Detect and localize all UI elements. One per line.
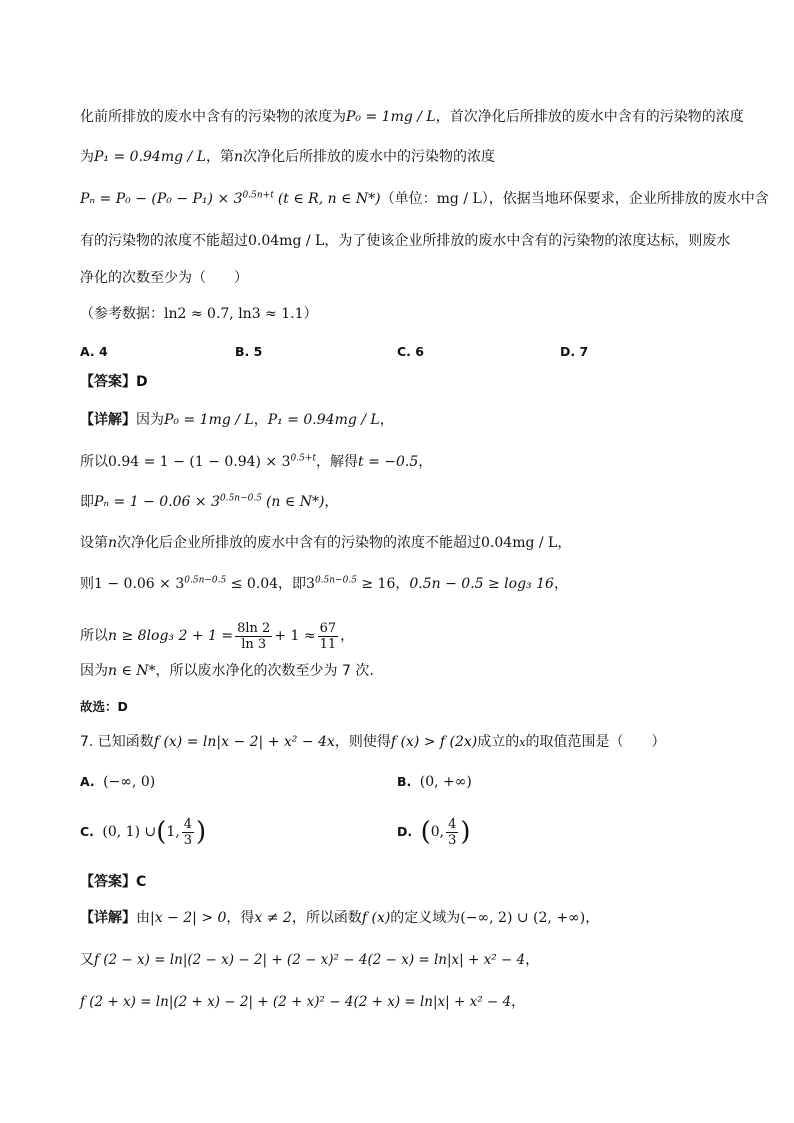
text: 成立的	[477, 734, 520, 750]
math: n	[108, 535, 118, 551]
text: ，	[324, 494, 339, 510]
math: (−∞, 2) ∪ (2, +∞)	[460, 910, 586, 926]
text: （单位：	[380, 191, 437, 207]
detail-label: 【详解】	[80, 412, 136, 428]
math: ≥ 16	[356, 576, 396, 592]
math: x ≠ 2	[254, 910, 292, 926]
fraction-denominator: 11	[319, 636, 337, 652]
math: x	[519, 736, 526, 749]
math-exponent: 0.5n+t	[242, 190, 274, 201]
fraction	[446, 817, 458, 848]
q6-detail-2	[80, 452, 432, 472]
question-number: 7. 已知函数	[80, 734, 154, 750]
q6-choice: 故选：D	[80, 699, 128, 714]
q6-option-a: A. 4	[80, 344, 108, 359]
q6-line-5	[80, 268, 248, 288]
q7-option-c	[80, 814, 206, 850]
left-paren: (	[420, 817, 431, 847]
text: 所以	[80, 628, 108, 644]
text: 次净化后所排放的废水中的污染物的浓度	[243, 149, 496, 165]
fraction	[235, 621, 272, 652]
q7-option-a	[80, 772, 155, 792]
math: n	[234, 149, 244, 165]
math: (−∞, 0)	[103, 774, 156, 790]
math: P₀ = 1mg / L	[164, 412, 254, 428]
math: f (2 + x) = ln|(2 + x) − 2| + (2 + x)² − 4(2 + x) = ln|x| + x² − 4	[80, 994, 512, 1010]
text: ，	[557, 535, 572, 551]
math: P₀ = 1mg / L	[346, 109, 436, 125]
text: 的取值范围是（ ）	[525, 734, 666, 750]
left-paren: (	[156, 817, 167, 847]
math-exponent: 0.5n−0.5	[219, 493, 262, 504]
option-label: C.	[80, 824, 94, 839]
math: 0.94 = 1 − (1 − 0.94) × 3	[108, 454, 291, 470]
q6-line-3	[80, 189, 769, 209]
math: (n ∈ N*)	[265, 494, 325, 510]
answer-value: C	[136, 874, 147, 890]
q6-detail-4	[80, 533, 571, 553]
math: P₁ = 0.94mg / L	[94, 149, 206, 165]
text: （参考数据：	[80, 306, 164, 322]
q6-detail-1	[80, 410, 394, 430]
math: Pₙ = P₀ − (P₀ − P₁) × 3	[80, 191, 243, 207]
text: ，为了使该企业所排放的废水中含有的污染物的浓度达标，则废水	[324, 233, 731, 249]
math: ≤ 0.04	[226, 576, 279, 592]
math: f (2 − x) = ln|(2 − x) − 2| + (2 − x)² − 4(2 − x) = ln|x| + x² − 4	[94, 952, 526, 968]
q6-detail-3	[80, 492, 338, 512]
text: ，	[379, 412, 394, 428]
text: ，	[253, 412, 268, 428]
text: ，	[395, 576, 410, 592]
math: (t ∈ R, n ∈ N*)	[277, 191, 381, 207]
math: 1,	[166, 824, 180, 840]
text: 有的污染物的浓度不能超过	[80, 233, 248, 249]
text: ，所以废水净化的次数至少为 7 次.	[155, 663, 374, 679]
text: 设第	[80, 535, 108, 551]
right-paren: )	[460, 817, 471, 847]
option-label: A.	[80, 774, 95, 789]
math: 0.04mg / L	[481, 535, 558, 551]
text: 的定义域为	[390, 910, 461, 926]
text: ，得	[226, 910, 255, 926]
math: f (x) > f (2x)	[390, 734, 478, 750]
math: 3	[306, 576, 315, 592]
fraction-denominator: 3	[183, 832, 193, 848]
fraction-denominator: ln 3	[241, 636, 267, 652]
text: ）	[303, 306, 318, 322]
text: ，首次净化后所排放的废水中含有的污染物的浓度	[435, 109, 744, 125]
q6-option-b: B. 5	[235, 344, 263, 359]
fraction-numerator: 4	[183, 816, 193, 832]
math: |x − 2| > 0	[150, 910, 227, 926]
q6-option-c: C. 6	[397, 344, 424, 359]
fraction	[318, 621, 339, 652]
text: ，	[585, 910, 600, 926]
text: ，	[511, 994, 526, 1010]
option-label: B.	[397, 774, 412, 789]
math: 1 − 0.06 × 3	[94, 576, 185, 592]
text: ，	[340, 628, 355, 644]
math: 0.04mg / L	[248, 233, 325, 249]
math: f (x)	[361, 910, 391, 926]
text: 所以	[80, 454, 108, 470]
math: Pₙ = 1 − 0.06 × 3	[94, 494, 220, 510]
detail-label: 【详解】	[80, 910, 136, 926]
math: + 1 ≈	[274, 628, 316, 644]
text: 为	[80, 149, 94, 165]
fraction	[182, 817, 194, 848]
math: n ∈ N*	[108, 663, 156, 679]
text: 由	[136, 910, 150, 926]
fraction-numerator: 8ln 2	[237, 620, 271, 636]
text: 化前所排放的废水中含有的污染物的浓度为	[80, 109, 346, 125]
q6-reference-data	[80, 304, 318, 324]
text: 则	[80, 576, 94, 592]
q7-option-b	[397, 772, 472, 792]
text: 次净化后企业所排放的废水中含有的污染物的浓度不能超过	[117, 535, 482, 551]
text: ），依据当地环保要求，企业所排放的废水中含	[481, 191, 769, 207]
q7-detail-1	[80, 908, 599, 928]
text: 又	[80, 952, 94, 968]
q7-option-d	[397, 814, 471, 850]
math: mg / L	[436, 191, 482, 207]
q6-line-1	[80, 107, 744, 127]
answer-label: 【答案】	[80, 874, 136, 890]
text: ，	[418, 454, 433, 470]
q6-line-2	[80, 147, 495, 167]
math: n ≥ 8log₃ 2 + 1 =	[108, 628, 234, 644]
option-label: D.	[397, 824, 413, 839]
math-exponent: 0.5n−0.5	[184, 575, 227, 586]
answer-label: 【答案】	[80, 374, 136, 390]
q6-answer	[80, 372, 148, 392]
fraction-numerator: 4	[448, 816, 457, 832]
text: ，第	[206, 149, 234, 165]
math: 0,	[430, 824, 445, 840]
text: 即	[80, 494, 94, 510]
text: 因为	[80, 663, 108, 679]
math: 0.5n − 0.5 ≥ log₃ 16	[409, 576, 554, 592]
text: ，所以函数	[291, 910, 362, 926]
math-exponent: 0.5n−0.5	[314, 575, 357, 586]
text: ，则使得	[334, 734, 391, 750]
q7-answer	[80, 872, 146, 892]
q6-line-4	[80, 231, 730, 251]
q6-detail-6	[80, 619, 354, 653]
text: 净化的次数至少为（ ）	[80, 270, 248, 286]
math: (0, 1) ∪	[102, 824, 157, 840]
q7-stem	[80, 732, 666, 753]
text: 因为	[136, 412, 164, 428]
q6-detail-5	[80, 574, 568, 594]
text: ，	[525, 952, 540, 968]
text: ，即	[278, 576, 307, 592]
q6-detail-7	[80, 661, 374, 681]
math: (0, +∞)	[419, 774, 472, 790]
math: t = −0.5	[358, 454, 419, 470]
fraction-denominator: 3	[448, 832, 457, 848]
q6-option-d: D. 7	[560, 344, 589, 359]
math-exponent: 0.5+t	[290, 453, 316, 464]
math: P₁ = 0.94mg / L	[267, 412, 380, 428]
math: f (x) = ln|x − 2| + x² − 4x	[153, 734, 335, 750]
answer-value: D	[136, 374, 148, 390]
q7-detail-2	[80, 950, 539, 970]
fraction-numerator: 67	[319, 620, 337, 636]
q7-detail-3	[80, 992, 525, 1012]
right-paren: )	[196, 817, 207, 847]
text: ，	[553, 576, 568, 592]
math: ln2 ≈ 0.7, ln3 ≈ 1.1	[164, 306, 304, 322]
text: ，解得	[316, 454, 358, 470]
